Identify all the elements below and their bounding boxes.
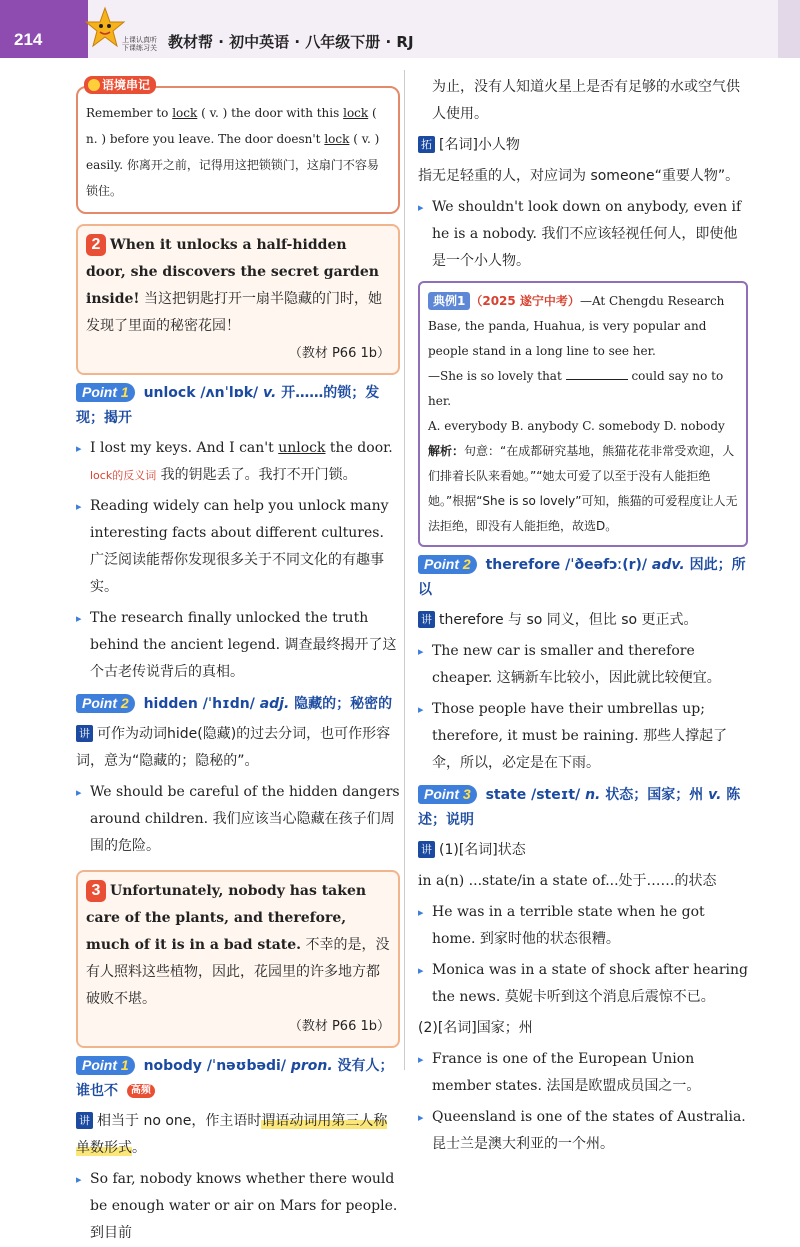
sentence-en: When it unlocks a half-hidden door, she discovers the secret garden inside! xyxy=(86,237,379,307)
example-item: ▸ Those people have their umbrellas up; therefore, it must be raining. 那些人撑起了伞，所以，必定是在下雨。 xyxy=(418,696,748,777)
context-tag: 语境串记 xyxy=(84,76,156,94)
example-item: ▸ I lost my keys. And I can't unlock the door. lock的反义词 我的钥匙丢了。我打不开门锁。 xyxy=(76,435,400,489)
right-column xyxy=(418,74,748,1158)
note: 讲 相当于 no one，作主语时谓语动词用第三人称单数形式。 xyxy=(76,1113,388,1156)
note: 讲 therefore 与 so 同义，但比 so 更正式。 xyxy=(418,607,748,634)
example-item: ▸ The new car is smaller and therefore cheaper. 这辆新车比较小，因此就比较便宜。 xyxy=(418,638,748,692)
context-text: Remember to lock ( v. ) the door with this lock ( n. ) before you leave. The door doesn't lock ( v. ) easily. 你离开之前，记得用这把锁锁门，这扇门不容易锁住。 xyxy=(86,106,380,198)
point-therefore: Point 2 therefore /ˈðeəfɔː(r)/ adv. 因此；所以 xyxy=(418,556,746,598)
example-item: ▸ France is one of the European Union member states. 法国是欧盟成员国之一。 xyxy=(418,1046,748,1100)
bulb-icon xyxy=(88,79,100,91)
point-badge: Point 2 xyxy=(76,694,135,713)
note: 讲 (1)[名词]状态 xyxy=(418,837,748,864)
sense: (2)[名词]国家；州 xyxy=(418,1020,533,1036)
exam-box: 典例1 （2025 遂宁中考）—At Chengdu Research Base, the panda, Huahua, is very popular and people stand in a long line to see her. —She is so lovely that could say no to her. A. everybody B. anybody C. somebody D. nobody 解析：句意：“在成都研究基地，熊猫花花非常受欢迎，人们排着长队来看她。”“她太可爱了以至于没有人能拒绝她。”根据“She is so lovely”可知，熊猫的可爱程度让人无法拒绝，即没有人能拒绝，故选D。 xyxy=(418,281,748,547)
book-spine xyxy=(778,0,800,58)
annotation: lock的反义词 xyxy=(90,469,157,482)
phrase: in a(n) ...state/in a state of...处于……的状态 xyxy=(418,873,717,889)
extension-note: 指无足轻重的人，对应词为 someone“重要人物”。 xyxy=(418,168,740,184)
answer-blank[interactable] xyxy=(566,368,628,380)
slogan: 上课认真听 下课练习关 xyxy=(122,36,157,52)
point-state: Point 3 state /steɪt/ n. 状态；国家；州 v. 陈述；说明 xyxy=(418,786,741,828)
context-box xyxy=(76,78,400,214)
sentence-box-2 xyxy=(76,224,400,375)
explain-icon: 讲 xyxy=(76,1112,93,1129)
exam-source: （2025 遂宁中考） xyxy=(470,294,580,308)
column-divider xyxy=(404,70,405,1070)
explain-icon: 讲 xyxy=(418,611,435,628)
example-item: ▸ The research finally unlocked the truth behind the ancient legend. 调查最终揭开了这个古老传说背后的真相。 xyxy=(76,605,400,686)
sentence-source: （教材 P66 1b） xyxy=(288,346,390,361)
highlight: 谓语动词用第三人称单数形式 xyxy=(76,1113,388,1156)
point-badge: Point 1 xyxy=(76,1056,135,1075)
example-item: ▸ He was in a terrible state when he got home. 到家时他的状态很糟。 xyxy=(418,899,748,953)
example-item: ▸ Reading widely can help you unlock many interesting facts about different cultures. 广泛阅读能帮你发现很多关于不同文化的有趣事实。 xyxy=(76,493,400,601)
point-nobody: Point 1 nobody /ˈnəʊbədi/ pron. 没有人；谁也不 高频 xyxy=(76,1057,394,1099)
point-unlock: Point 1 unlock /ʌnˈlɒk/ v. 开……的锁；发现；揭开 xyxy=(76,384,380,426)
sentence-zh: 不幸的是，没有人照料这些植物，因此，花园里的许多地方都破败不堪。 xyxy=(86,937,390,1007)
point-hidden: Point 2 hidden /ˈhɪdn/ adj. 隐藏的；秘密的 xyxy=(76,692,400,717)
point-badge: Point 3 xyxy=(418,785,477,804)
high-frequency-badge: 高频 xyxy=(127,1084,155,1098)
note: 讲 可作为动词hide(隐藏)的过去分词，也可作形容词，意为“隐藏的；隐秘的”。 xyxy=(76,726,391,769)
example-item: ▸ Queensland is one of the states of Australia. 昆士兰是澳大利亚的一个州。 xyxy=(418,1104,748,1158)
sentence-box-3 xyxy=(76,870,400,1048)
explain-icon: 讲 xyxy=(76,725,93,742)
example-item: ▸ So far, nobody knows whether there would be enough water or air on Mars for people. 到目前 xyxy=(76,1166,400,1247)
left-column xyxy=(76,74,400,1247)
extension-title: 拓 [名词]小人物 xyxy=(418,132,748,159)
book-title: 教材帮 · 初中英语 · 八年级下册 · RJ xyxy=(168,33,414,51)
sentence-en: Unfortunately, nobody has taken care of the plants, and therefore, much of it is in a bad state. xyxy=(86,883,367,953)
example-item: ▸ We shouldn't look down on anybody, even if he is a nobody. 我们不应该轻视任何人，即使他是一个小人物。 xyxy=(418,194,748,275)
sentence-zh: 当这把钥匙打开一扇半隐藏的门时，她发现了里面的秘密花园！ xyxy=(86,291,382,334)
example-item: ▸ Monica was in a state of shock after hearing the news. 莫妮卡听到这个消息后震惊不已。 xyxy=(418,957,748,1011)
sentence-source: （教材 P66 1b） xyxy=(288,1019,390,1034)
point-badge: Point 1 xyxy=(76,383,135,402)
continued-text: 为止，没有人知道火星上是否有足够的水或空气供人使用。 xyxy=(432,79,740,122)
exam-options: A. everybody B. anybody C. somebody D. nobody xyxy=(428,419,725,433)
page-number: 214 xyxy=(14,30,43,49)
page-header xyxy=(0,0,800,58)
star-mascot-icon xyxy=(84,6,126,52)
sentence-number: 3 xyxy=(86,880,106,902)
example-item: ▸ We should be careful of the hidden dangers around children. 我们应该当心隐藏在孩子们周围的危险。 xyxy=(76,779,400,860)
extension-icon: 拓 xyxy=(418,136,435,153)
point-badge: Point 2 xyxy=(418,555,477,574)
sentence-number: 2 xyxy=(86,234,106,256)
explain-icon: 讲 xyxy=(418,841,435,858)
exam-tag: 典例1 xyxy=(428,292,470,310)
